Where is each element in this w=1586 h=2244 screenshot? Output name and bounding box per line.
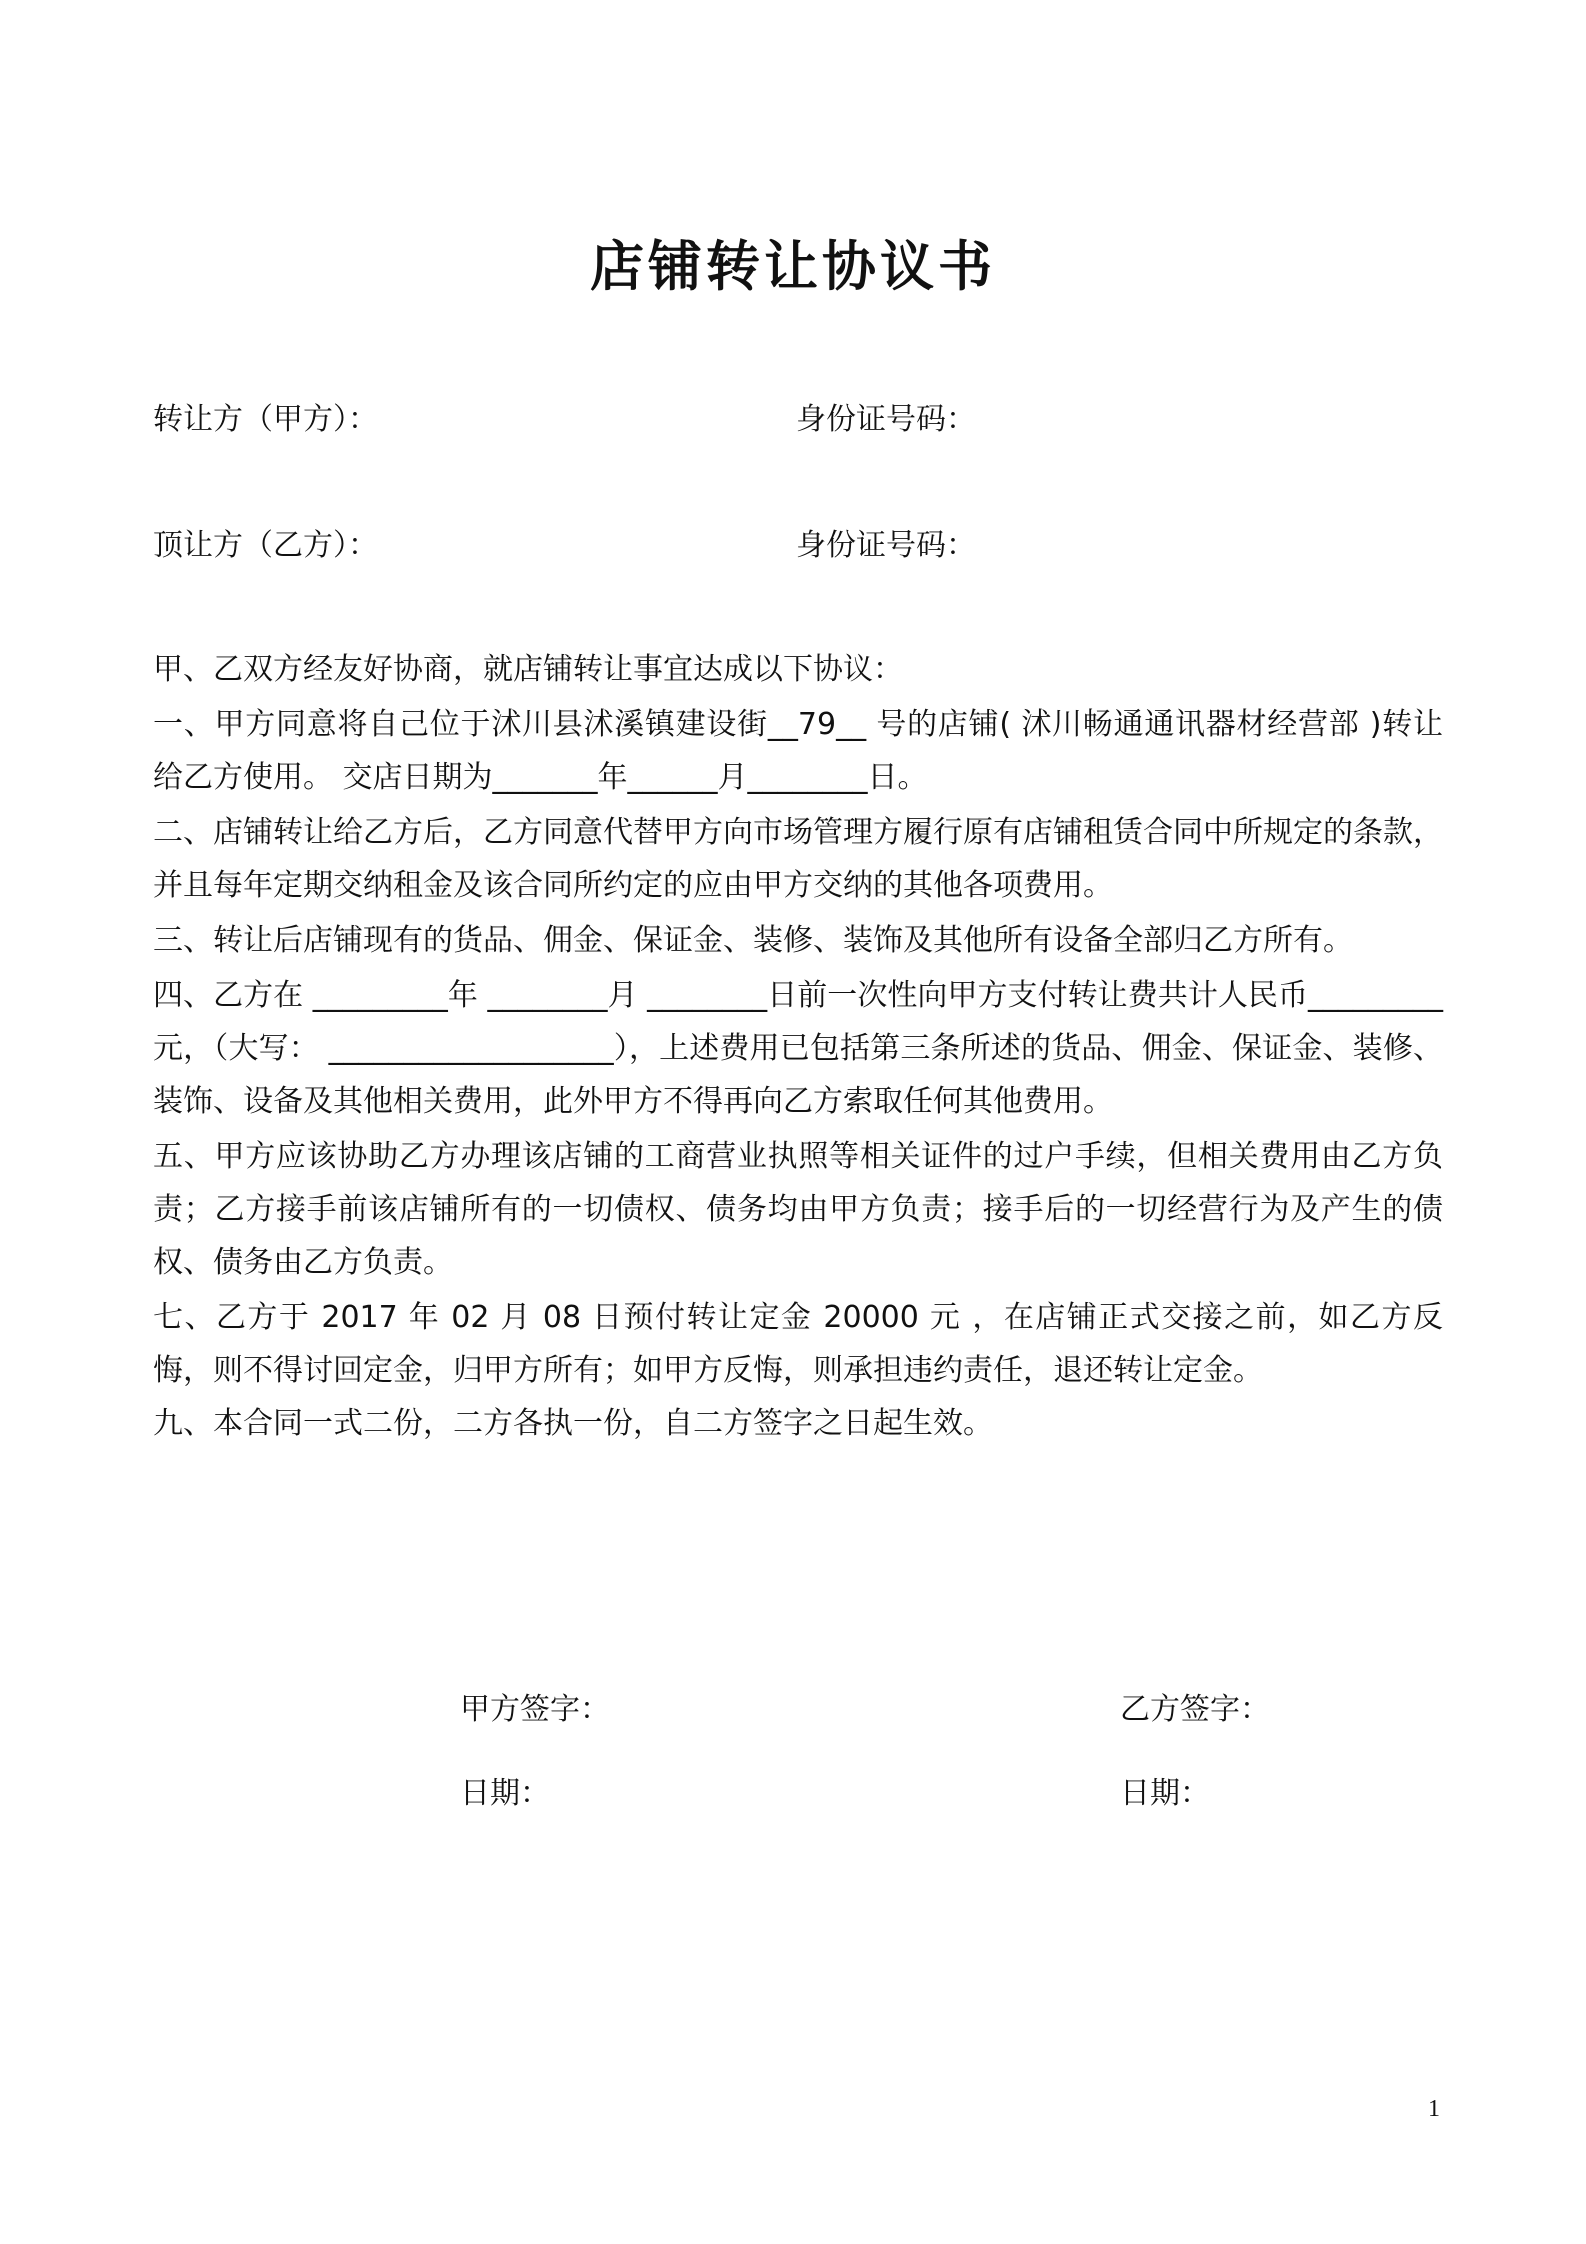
transferor-id-label: 身份证号码：	[796, 402, 976, 437]
agreement-intro: 甲、乙双方经友好协商，就店铺转让事宜达成以下协议：	[153, 652, 903, 687]
page-number: 1	[1428, 2096, 1440, 2122]
transferee-label: 顶让方（乙方）：	[153, 528, 378, 563]
clause-3: 三、转让后店铺现有的货品、佣金、保证金、装修、装饰及其他所有设备全部归乙方所有。	[153, 923, 1353, 958]
party-b-date-label: 日期：	[1120, 1776, 1210, 1811]
clause-2: 二、店铺转让给乙方后，乙方同意代替甲方向市场管理方履行原有店铺租赁合同中所规定的条款，并且每年定期交纳租金及该合同所约定的应由甲方交纳的其他各项费用。	[153, 815, 1443, 903]
document-title: 店铺转让协议书	[590, 235, 996, 298]
party-b-signature-label: 乙方签字：	[1120, 1692, 1270, 1727]
party-a-signature-label: 甲方签字：	[460, 1692, 610, 1727]
transferee-row	[153, 524, 1453, 568]
party-a-date-label: 日期：	[460, 1776, 550, 1811]
transferee-id-label: 身份证号码：	[796, 528, 976, 563]
clause-1: 一、甲方同意将自己位于沭川县沭溪镇建设街__79__ 号的店铺( 沭川畅通通讯器材经营部 )转让给乙方使用。 交店日期为_______年______月________日。	[153, 707, 1443, 795]
clause-9: 九、本合同一式二份，二方各执一份，自二方签字之日起生效。	[153, 1406, 993, 1441]
clause-4: 四、乙方在 _________年 ________月 ________日前一次性向甲方支付转让费共计人民币_________元，（大写： ___________________），上述费用已包括第三条所述的货品、佣金、保证金、装修、装饰、设备及其他相关费用，此外甲方不得再向乙方索取任何其他费用。	[153, 978, 1443, 1119]
transferor-row	[153, 398, 1453, 442]
clause-5: 五、甲方应该协助乙方办理该店铺的工商营业执照等相关证件的过户手续，但相关费用由乙方负责；乙方接手前该店铺所有的一切债权、债务均由甲方负责；接手后的一切经营行为及产生的债权、债务由乙方负责。	[153, 1139, 1443, 1280]
transferor-label: 转让方（甲方）：	[153, 402, 378, 437]
clause-7: 七、乙方于 2017 年 02 月 08 日预付转让定金 20000 元 ，在店铺正式交接之前，如乙方反悔，则不得讨回定金，归甲方所有；如甲方反悔，则承担违约责任，退还转让定金。	[153, 1300, 1443, 1388]
agreement-body	[153, 643, 1443, 1450]
